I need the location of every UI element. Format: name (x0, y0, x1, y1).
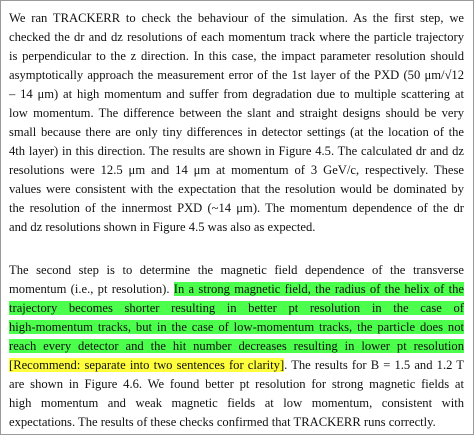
text-line: asymptotically approach the measurement error of the 1st layer of the PXD (50 μm/√12 (9, 68, 464, 82)
paragraph-trackerr-first-step (9, 9, 464, 237)
text-line: high momentum and weak magnetic fields at low momentum, consistent with (9, 396, 464, 410)
text-line: values were consistent with the expectation that the resolution would be dominated by (9, 182, 464, 196)
text-line (9, 318, 464, 337)
text-line: is perpendicular to the z direction. In this case, the impact parameter resolution should (9, 49, 464, 63)
text-line (9, 356, 464, 375)
editor-comment: [Recommend: separate into two sentences for clarity] (9, 358, 285, 372)
text-line: expectations. The results of these checks confirmed that TRACKERR runs correctly. (9, 415, 436, 429)
text-line (9, 299, 464, 318)
text-line: 4th layer) in this direction. The results are shown in Figure 4.5. The calculated dr and dz (9, 144, 464, 158)
text-line: checked the dr and dz resolutions of each momentum track where the particle trajectory (9, 30, 464, 44)
text-line: The second step is to determine the magnetic field dependence of the transverse (9, 263, 464, 277)
text-line: are shown in Figure 4.6. We found better pt resolution for strong magnetic fields at (9, 377, 464, 391)
text-line (9, 337, 464, 356)
highlighted-text: reach every detector and the hit number decreases resulting in lower pt resolution (9, 339, 464, 353)
highlighted-text: In a strong magnetic field, the radius of the helix of the (173, 282, 464, 296)
highlighted-text: high-momentum tracks, but in the case of low-momentum tracks, the particle does not (9, 320, 464, 334)
text-line: low momentum. The difference between the slant and straight designs should be very (9, 106, 464, 120)
paragraph-magnetic-field-step (9, 261, 464, 432)
text-line: the resolution of the innermost PXD (~14 μm). The momentum dependence of the dr (9, 201, 464, 215)
text-line: small because there are only tiny differences in detector settings (at the location of the (9, 125, 464, 139)
highlighted-text: trajectory becomes shorter resulting in better pt resolution in the case of (9, 301, 464, 315)
text-line: and dz resolutions shown in Figure 4.5 was also as expected. (9, 220, 316, 234)
text-line: resolutions were 12.5 μm and 14 μm at momentum of 3 GeV/c, respectively. These (9, 163, 464, 177)
text-line (9, 280, 464, 299)
text-fragment: . The results for B = 1.5 and 1.2 T (284, 358, 464, 372)
text-line: We ran TRACKERR to check the behaviour of the simulation. As the first step, we (9, 11, 464, 25)
text-line: – 14 μm) at high momentum and suffer from degradation due to multiple scattering at (9, 87, 464, 101)
text-fragment: momentum (i.e., pt resolution). (9, 282, 174, 296)
